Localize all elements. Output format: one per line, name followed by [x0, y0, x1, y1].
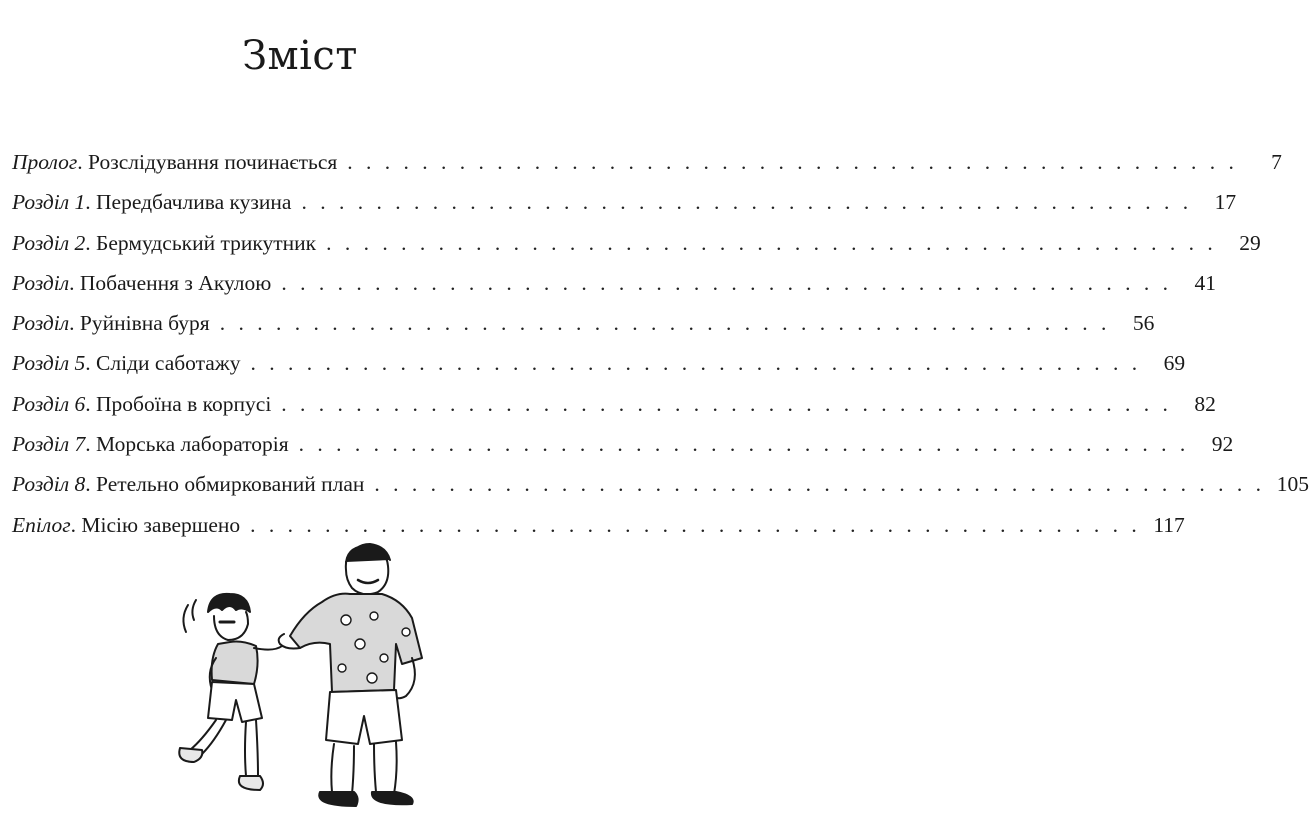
page-title: Зміст [242, 32, 358, 79]
dot-leader: . . . . . . . . . . . . . . . . . . . . . . . . . . . . . . . . . . . . . . . . . . . . . . . . [219, 311, 1111, 336]
toc-entry-title: Розділ 2. Бермудський трикутник [12, 230, 317, 255]
toc-entry-label: Розділ 6 [12, 391, 86, 416]
toc-entry [12, 142, 1282, 182]
dot-leader: . . . . . . . . . . . . . . . . . . . . . . . . . . . . . . . . . . . . . . . . . . . . . . . . [347, 150, 1238, 174]
two-characters-illustration [150, 540, 450, 818]
toc-entry-name: Ретельно обмиркований план [96, 472, 365, 497]
toc-entry-name: Бермудський трикутник [96, 230, 317, 255]
toc-entry-title: Розділ 1. Передбачлива кузина [12, 190, 292, 215]
dot-leader: . . . . . . . . . . . . . . . . . . . . . . . . . . . . . . . . . . . . . . . . . . . . . . . . [298, 432, 1190, 457]
toc-entry-label: Розділ [12, 311, 70, 336]
toc-entry-label: Розділ 5 [12, 351, 86, 376]
toc-page-number: 105 [1276, 472, 1309, 497]
toc-entry [12, 384, 1216, 424]
toc-page-number: 29 [1239, 230, 1261, 255]
toc-entry [12, 263, 1216, 303]
toc-entry-name: Місію завершено [81, 512, 241, 537]
dot-leader: . . . . . . . . . . . . . . . . . . . . . . . . . . . . . . . . . . . . . . . . . . . . . . . . [281, 391, 1172, 416]
toc-entry [12, 343, 1186, 383]
toc-entry-name: Побачення з Акулою [79, 270, 272, 295]
toc-entry-label: Розділ 1 [12, 190, 86, 215]
toc-entry-title: Розділ 6. Пробоїна в корпусі [12, 391, 272, 416]
toc-entry [12, 464, 1309, 504]
toc-entry-name: Передбачлива кузина [96, 190, 292, 215]
toc-page-number: 92 [1211, 432, 1234, 457]
dot-leader: . . . . . . . . . . . . . . . . . . . . . . . . . . . . . . . . . . . . . . . . . . . . . . . . [250, 512, 1141, 537]
toc-entry-label: Пролог [12, 150, 78, 174]
dot-leader: . . . . . . . . . . . . . . . . . . . . . . . . . . . . . . . . . . . . . . . . . . . . . . . . [326, 230, 1217, 255]
toc-entry-title: Епілог. Місію завершено [12, 512, 241, 537]
toc-entry-title: Розділ. Руйнівна буря [12, 311, 210, 336]
toc-entry-label: Розділ 8 [12, 472, 86, 497]
toc-page-number: 41 [1194, 270, 1216, 295]
toc-page-number: 7 [1271, 150, 1282, 174]
toc-entry-name: Пробоїна в корпусі [96, 391, 272, 416]
toc-page-number: 117 [1153, 512, 1185, 537]
toc-entry [12, 424, 1234, 464]
dot-leader: . . . . . . . . . . . . . . . . . . . . . . . . . . . . . . . . . . . . . . . . . . . . . . . . [281, 270, 1172, 295]
dot-leader: . . . . . . . . . . . . . . . . . . . . . . . . . . . . . . . . . . . . . . . . . . . . . . . . [374, 472, 1266, 497]
dot-leader: . . . . . . . . . . . . . . . . . . . . . . . . . . . . . . . . . . . . . . . . . . . . . . . . [301, 190, 1193, 215]
toc-entry-name: Руйнівна буря [79, 311, 210, 336]
toc-entry-name: Сліди саботажу [96, 351, 241, 376]
toc-page-number: 69 [1163, 351, 1186, 376]
toc-entry [12, 223, 1261, 263]
toc-entry-title: Розділ 7. Морська лабораторія [12, 432, 289, 457]
toc-entry-title: Розділ. Побачення з Акулою [12, 270, 272, 295]
table-of-contents [12, 142, 1309, 545]
toc-entry [12, 182, 1237, 222]
toc-entry-label: Епілог [12, 512, 71, 537]
toc-page-number: 56 [1132, 311, 1155, 336]
toc-entry-title: Пролог. Розслідування починається [12, 150, 338, 174]
toc-entry-label: Розділ 7 [12, 432, 86, 457]
dot-leader: . . . . . . . . . . . . . . . . . . . . . . . . . . . . . . . . . . . . . . . . . . . . . . . . [250, 351, 1142, 376]
toc-entry-label: Розділ 2 [12, 230, 86, 255]
toc-page-number: 82 [1194, 391, 1216, 416]
toc-entry-label: Розділ [12, 270, 70, 295]
toc-entry-title: Розділ 5. Сліди саботажу [12, 351, 241, 376]
toc-entry [12, 505, 1185, 545]
toc-entry-name: Розслідування починається [88, 150, 338, 174]
toc-entry [12, 303, 1155, 343]
toc-entry-title: Розділ 8. Ретельно обмиркований план [12, 472, 365, 497]
toc-entry-name: Морська лабораторія [96, 432, 289, 457]
toc-page-number: 17 [1214, 190, 1237, 215]
